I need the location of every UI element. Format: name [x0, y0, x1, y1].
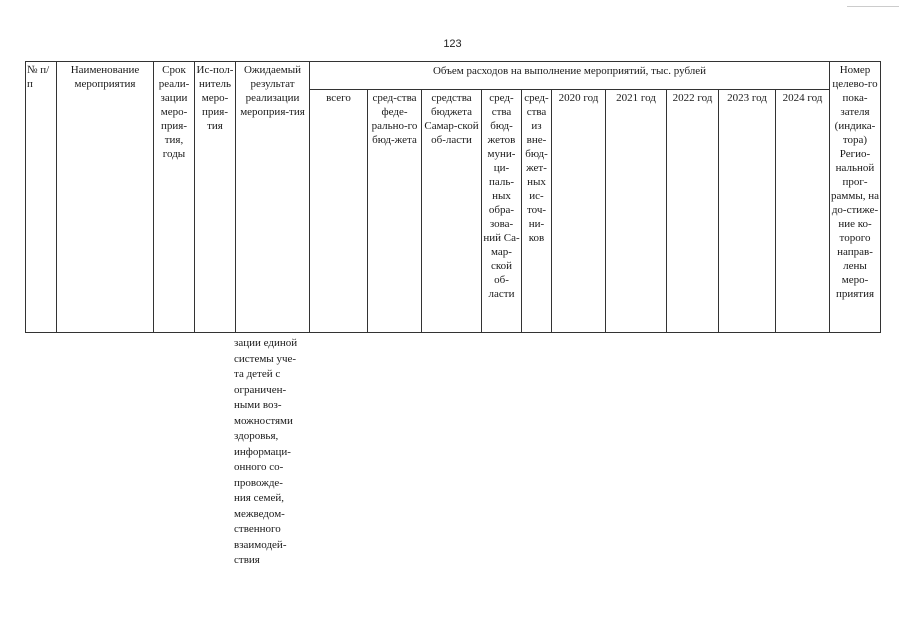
continuation-line: зации единой	[234, 337, 298, 349]
continuation-line: ными воз-	[234, 399, 282, 411]
page-number: 123	[443, 38, 462, 50]
continuation-line: провожде-	[234, 476, 283, 489]
col-header-num: № п/п	[26, 62, 57, 333]
col-header-total: всего	[310, 90, 368, 333]
continuation-line: та детей с	[234, 368, 281, 380]
expenses-table	[25, 61, 881, 333]
continuation-line: ственного	[234, 523, 281, 535]
col-header-2023: 2023 год	[719, 90, 776, 333]
col-header-2021: 2021 год	[606, 90, 667, 333]
continuation-line: ствия	[234, 554, 260, 566]
col-header-result: Ожидаемый результат реализации мероприя-тия	[236, 62, 310, 333]
continuation-line: системы уче-	[234, 352, 297, 365]
continuation-line: межведом-	[234, 507, 285, 520]
col-header-expenses: Объем расходов на выполнение мероприятий, тыс. рублей	[310, 62, 830, 90]
page-edge-mark	[847, 6, 899, 7]
col-header-2024: 2024 год	[776, 90, 830, 333]
col-header-extra: сред-ства из вне-бюд-жет-ных ис-точ-ни-ков	[522, 90, 552, 333]
continuation-line: онного со-	[234, 461, 284, 473]
col-header-federal: сред-ства феде-рально-го бюд-жета	[368, 90, 422, 333]
col-header-name: Наименование мероприятия	[57, 62, 154, 333]
col-header-2020: 2020 год	[552, 90, 606, 333]
continuation-line: ния семей,	[234, 492, 284, 504]
col-header-2022: 2022 год	[667, 90, 719, 333]
result-continuation-text	[234, 336, 308, 569]
continuation-line: можностями	[234, 414, 293, 427]
col-header-indicator: Номер целево-го пока-зателя (индика-тора) Регио-нальной прог-раммы, на до-стиже-ние ко-торого направ-лены меро-приятия	[830, 62, 881, 333]
col-header-executor: Ис-пол-нитель меро-прия-тия	[195, 62, 236, 333]
continuation-line: взаимодей-	[234, 538, 287, 551]
continuation-line: информаци-	[234, 445, 291, 458]
col-header-regional: средства бюджета Самар-ской об-ласти	[422, 90, 482, 333]
col-header-term: Срок реали-зации меро-прия-тия, годы	[154, 62, 195, 333]
col-header-municipal: сред-ства бюд-жетов муни-ци-паль-ных обра-зова-ний Са-мар-ской об-ласти	[482, 90, 522, 333]
continuation-line: здоровья,	[234, 430, 279, 442]
continuation-line: ограничен-	[234, 383, 287, 396]
